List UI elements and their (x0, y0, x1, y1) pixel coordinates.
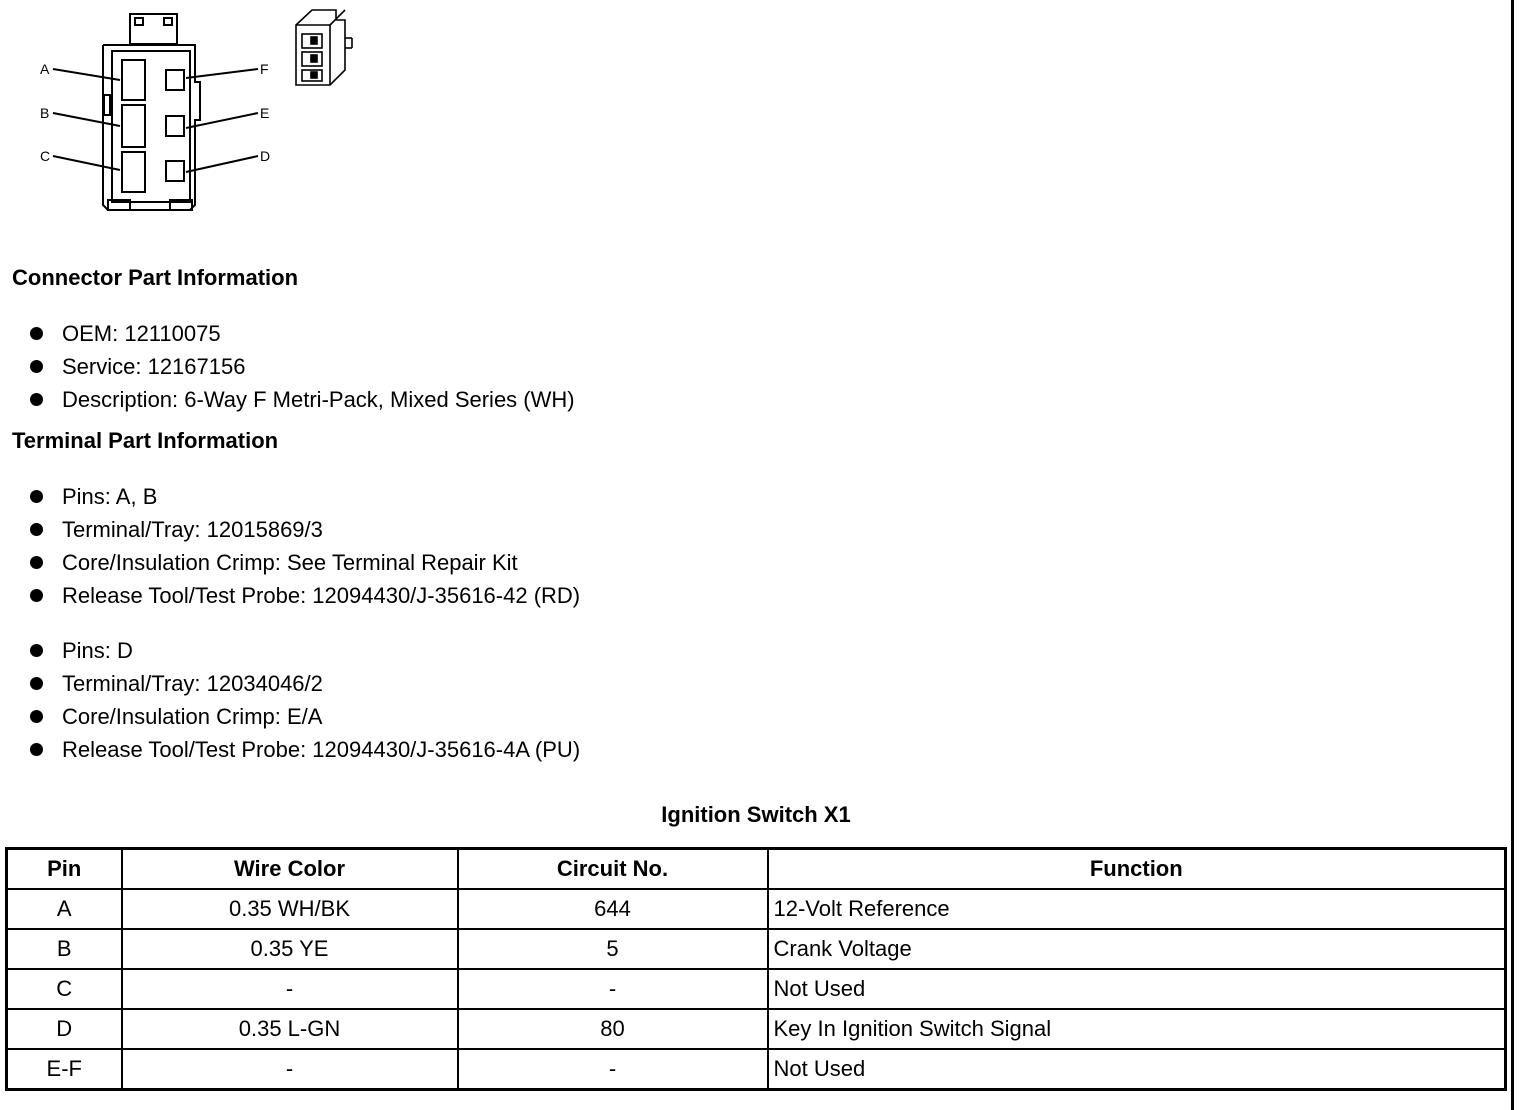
pin-label-f: F (260, 61, 269, 77)
bullet-icon (30, 677, 43, 690)
table-row (7, 929, 1506, 969)
cell-circuit-no: 80 (458, 1009, 768, 1049)
cell-function: Crank Voltage (768, 929, 1506, 969)
list-item: Terminal/Tray: 12015869/3 (28, 513, 580, 546)
bullet-icon (30, 393, 43, 406)
connector-info-list (28, 317, 575, 416)
connector-face-drawing (0, 0, 370, 220)
connector-diagram (0, 0, 370, 220)
bullet-icon (30, 523, 43, 536)
list-item: OEM: 12110075 (28, 317, 575, 350)
list-item: Pins: D (28, 634, 580, 667)
table-caption: Ignition Switch X1 (661, 802, 851, 827)
cell-function: Not Used (768, 969, 1506, 1009)
table-row (7, 1049, 1506, 1090)
list-item: Terminal/Tray: 12034046/2 (28, 667, 580, 700)
cell-circuit-no: 644 (458, 889, 768, 929)
bullet-icon (30, 743, 43, 756)
list-item: Core/Insulation Crimp: E/A (28, 700, 580, 733)
bullet-icon (30, 710, 43, 723)
list-item: Release Tool/Test Probe: 12094430/J-35616-4A (PU) (28, 733, 580, 766)
header-circuit-no: Circuit No. (458, 849, 768, 890)
cell-circuit-no: - (458, 969, 768, 1009)
pin-label-e: E (260, 105, 270, 121)
pin-label-c: C (40, 148, 51, 164)
right-border-rule (1511, 0, 1514, 1110)
bullet-icon (30, 490, 43, 503)
cell-function: Not Used (768, 1049, 1506, 1090)
cell-wire-color: 0.35 WH/BK (122, 889, 458, 929)
cell-wire-color: - (122, 969, 458, 1009)
terminal-info-heading: Terminal Part Information (12, 428, 279, 453)
header-function: Function (768, 849, 1506, 890)
bullet-icon (30, 589, 43, 602)
cell-wire-color: 0.35 YE (122, 929, 458, 969)
connector-info-heading: Connector Part Information (12, 265, 299, 290)
bullet-icon (30, 327, 43, 340)
cell-function: 12-Volt Reference (768, 889, 1506, 929)
cell-pin: D (7, 1009, 122, 1049)
bullet-icon (30, 556, 43, 569)
terminal-info-list-2 (28, 634, 580, 766)
list-item: Release Tool/Test Probe: 12094430/J-35616-42 (RD) (28, 579, 580, 612)
cell-function: Key In Ignition Switch Signal (768, 1009, 1506, 1049)
pinout-table (5, 847, 1507, 1091)
cell-pin: E-F (7, 1049, 122, 1090)
cell-circuit-no: - (458, 1049, 768, 1090)
list-item: Pins: A, B (28, 480, 580, 513)
header-wire-color: Wire Color (122, 849, 458, 890)
terminal-info-list-1 (28, 480, 580, 612)
pin-label-b: B (40, 105, 50, 121)
cell-pin: C (7, 969, 122, 1009)
cell-wire-color: - (122, 1049, 458, 1090)
table-header-row (7, 849, 1506, 890)
cell-wire-color: 0.35 L-GN (122, 1009, 458, 1049)
cell-pin: A (7, 889, 122, 929)
pin-label-d: D (260, 148, 271, 164)
table-row (7, 969, 1506, 1009)
pin-label-a: A (40, 61, 50, 77)
connector-iso-icon (296, 10, 352, 85)
bullet-icon (30, 360, 43, 373)
list-item: Core/Insulation Crimp: See Terminal Repair Kit (28, 546, 580, 579)
list-item: Description: 6-Way F Metri-Pack, Mixed Series (WH) (28, 383, 575, 416)
table-row (7, 889, 1506, 929)
bullet-icon (30, 644, 43, 657)
table-row (7, 1009, 1506, 1049)
cell-circuit-no: 5 (458, 929, 768, 969)
list-item: Service: 12167156 (28, 350, 575, 383)
header-pin: Pin (7, 849, 122, 890)
cell-pin: B (7, 929, 122, 969)
